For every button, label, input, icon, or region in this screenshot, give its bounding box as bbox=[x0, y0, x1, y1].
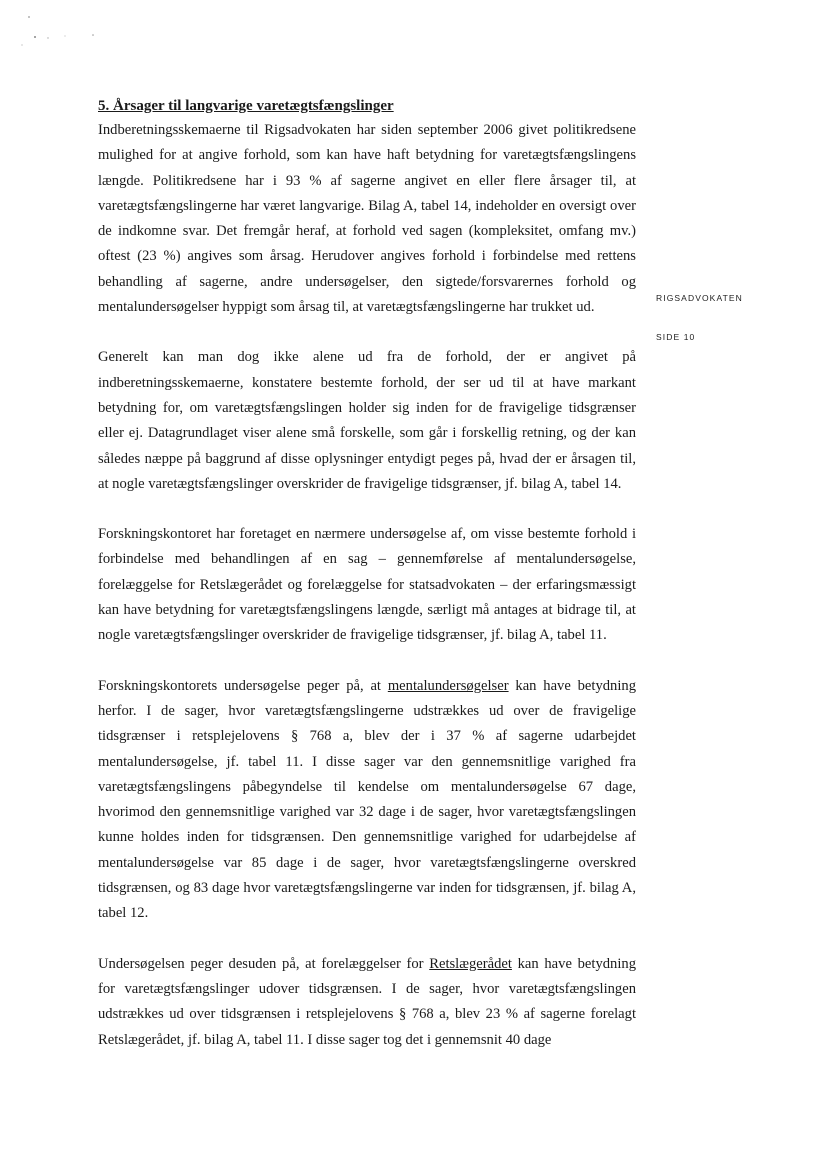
scan-speck bbox=[92, 34, 94, 36]
paragraph-5-text-a: Undersøgelsen peger desuden på, at forelæggelser for bbox=[98, 955, 430, 972]
scan-speck bbox=[28, 16, 30, 18]
underlined-term-mentalundersogelser: mentalundersøgelser bbox=[387, 677, 509, 694]
sidebar-page-number: SIDE 10 bbox=[656, 332, 696, 342]
paragraph-4 bbox=[98, 674, 636, 927]
paragraph-5 bbox=[98, 952, 636, 1053]
scan-speck bbox=[47, 37, 48, 38]
paragraph-4-text-a: Forskningskontorets undersøgelse peger på, at bbox=[98, 677, 388, 694]
paragraph-2: Generelt kan man dog ikke alene ud fra de forhold, der er angivet på indberetningsskemaerne, konstatere bestemte forhold, der ser ud til at have markant betydning for, om varetægtsfængslingen holder sig inden for de fravigelige tidsgrænser eller ej. Datagrundlaget viser alene små forskelle, som går i forskellig retning, og der kan således næppe på baggrund af disse oplysninger entydigt peges på, hvad der er årsagen til, at nogle varetægtsfængslinger overskrider de fravigelige tidsgrænser, jf. bilag A, tabel 14. bbox=[98, 349, 636, 492]
paragraph-3: Forskningskontoret har foretaget en nærmere undersøgelse af, om visse bestemte forhold i forbindelse med behandlingen af en sag – gennemførelse af mentalundersøgelse, forelæggelse for Retslægerådet og forelæggelse for statsadvokaten – der erfaringsmæssigt kan have betydning for varetægtsfængslingens længde, særligt må antages at bidrage til, at nogle varetægtsfængslinger overskrider de fravigelige tidsgrænser, jf. bilag A, tabel 11. bbox=[98, 526, 636, 644]
paragraph-5-text-b: kan have betydning for varetægtsfængslinger udover tidsgrænsen. I de sager, hvor varetægtsfængslingen udstrækkes ud over tidsgrænsen i retsplejelovens § 768 a, blev 23 % af sagerne forelagt Retslægerådet, jf. bilag A, tabel 11. I disse sager tog det i gennemsnit 40 dage bbox=[98, 955, 636, 1048]
main-text bbox=[98, 95, 636, 1078]
sidebar-organization: RIGSADVOKATEN bbox=[656, 293, 743, 303]
section-heading: 5. Årsager til langvarige varetægtsfængslinger bbox=[98, 98, 394, 114]
scan-speck bbox=[21, 44, 22, 45]
paragraph-4-text-b: kan have betydning herfor. I de sager, hvor varetægtsfængslingerne udstrækkes ud over de fravigelige tidsgrænser i retsplejelovens § 768 a, blev der i 37 % af sagerne udarbejdet mentalundersøgelse, jf. tabel 11. I disse sager var den gennemsnitlige varighed fra varetægtsfængslingens påbegyndelse til kendelse om mentalundersøgelse 67 dage, hvorimod den gennemsnitlige varighed var 32 dage i de sager, hvor varetægtsfængslingen kunne holdes inden for tidsgrænsen. Den gennemsnitlige varighed for udarbejdelse af mentalundersøgelse var 85 dage i de sager, hvor varetægtsfængslingerne overskred tidsgrænsen, og 83 dage hvor varetægtsfængslingerne var inden for tidsgrænsen, jf. bilag A, tabel 12. bbox=[98, 677, 637, 922]
scan-speck bbox=[64, 35, 65, 36]
underlined-term-retslaegeraadet: Retslægerådet bbox=[429, 955, 512, 972]
scan-specks bbox=[0, 0, 826, 80]
paragraph-1: Indberetningsskemaerne til Rigsadvokaten har siden september 2006 givet politikredsene mulighed for at angive forhold, som kan have haft betydning for varetægtsfængslingens længde. Politikredsene har i 93 % af sagerne angivet en eller flere årsager til, at varetægtsfængslingerne har været langvarige. Bilag A, tabel 14, indeholder en oversigt over de indkomne svar. Det fremgår heraf, at forhold ved sagen (kompleksitet, omfang mv.) oftest (23 %) angives som årsag. Herudover angives forhold i forbindelse med rettens behandling af sagerne, andre undersøgelser, den sigtede/forsvarernes forhold og mentalundersøgelser hyppigt som årsag til, at varetægtsfængslingerne har trukket ud. bbox=[98, 122, 636, 316]
scan-speck bbox=[34, 36, 36, 38]
